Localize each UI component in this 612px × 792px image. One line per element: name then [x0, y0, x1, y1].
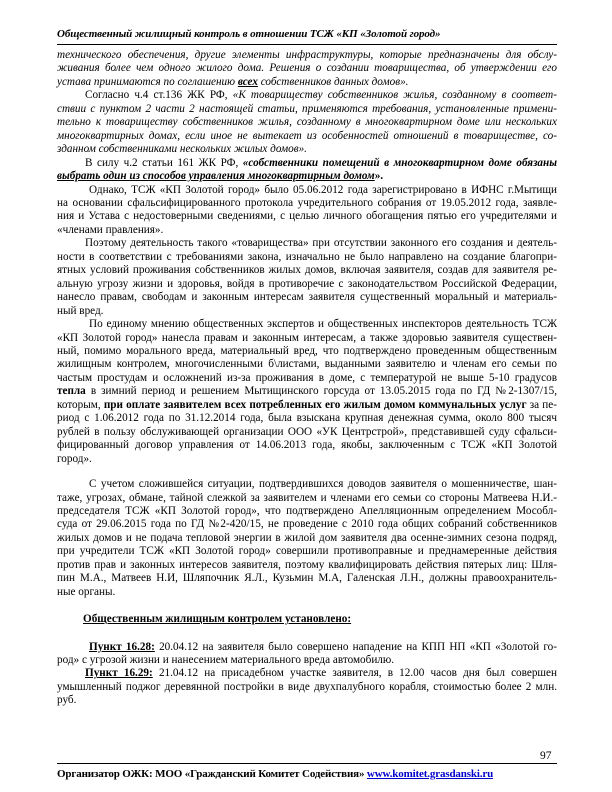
text-line: ные органы.: [57, 585, 116, 598]
text-line: ный, помимо морального вреда, материальный вред, что подтверждено проведенным общественным: [57, 344, 557, 357]
paragraph-1: [57, 49, 557, 89]
paragraph-5: [57, 237, 557, 318]
text-line: тельно к товариществу собственников жилья, созданному в многоквартирном доме или нескольких: [57, 116, 557, 129]
footer-divider: [57, 763, 557, 764]
text-line: [57, 641, 557, 654]
section-heading: Общественным жилищным контролем установлено:: [83, 613, 352, 626]
text-line: жилищным контролем, многочисленными б\листами, выданными заявителю и членам его семьи по: [57, 358, 557, 371]
text-line: зданном собственниками нескольких жилых домов».: [57, 143, 307, 156]
text-line: ный вред.: [57, 304, 104, 317]
text-line: [57, 385, 557, 398]
text-line: рублей в пользу обслуживающей организации ООО «УК Центрстрой», представившей суду сфальси-: [57, 425, 557, 438]
text-line: [57, 89, 557, 102]
bold-run: тепла: [57, 385, 91, 398]
text-line: живания более чем одного жилого дома. Решения о создании товарищества, об утверждении его: [57, 62, 557, 75]
running-footer: [57, 768, 557, 780]
paragraph-7: [57, 478, 557, 599]
text-line: ствии с пунктом 2 части 2 настоящей статьи, применяются требования, установленные примени-: [57, 102, 557, 115]
finding-item: [57, 641, 557, 668]
text-run: 20.04.12 на заявителя было совершено нападение на КПП НП «КП «Золотой го-: [154, 640, 557, 653]
text-run: ».: [374, 170, 384, 183]
text-run: устава принимаются по соглашению: [57, 75, 238, 88]
text-line: риод с 1.06.2012 года по 31.12.2014 года, была взыскана крупная денежная сумма, около 800 тысяч: [57, 412, 557, 425]
text-line: ния и Устава с недостоверными сведениями, с целью личного обогащения пятью его учредителями и: [57, 210, 557, 223]
text-run: которым,: [57, 398, 104, 411]
emphasis-all: всех: [237, 75, 258, 88]
text-line: По единому мнению общественных экспертов и общественных инспекторов деятельность ТСЖ: [89, 318, 557, 331]
text-line: частым простудам и осложнений из-за проживания в доме, с температурой не выше 5-10 градусов: [57, 371, 557, 384]
text-line: технического обеспечения, другие элементы инфраструктуры, которые предназначены для обслу-: [57, 49, 557, 61]
organizer-text: Организатор ОЖК: МОО «Гражданский Комитет Содействия»: [57, 768, 367, 780]
text-line: [57, 157, 557, 170]
quote-run: «К товариществу собственников жилья, созданному в соответ-: [232, 89, 557, 102]
text-line: город».: [57, 452, 92, 465]
text-run: за пе-: [526, 398, 557, 411]
text-line: на основании сфальсифицированного протокола учредительного собрания от 19.05.2012 года, заявле-: [57, 196, 557, 209]
text-line: [57, 170, 557, 183]
text-line: пин М.А., Матвеев Н.И, Шляпочник Я.Л., Кузьмин М.А, Галенская Л.Н., должны правоохранитель-: [57, 572, 557, 585]
item-label: Пункт 16.28:: [89, 640, 155, 653]
bold-run: при оплате заявителем всех потребленных его жилым домом коммунальных услуг: [103, 398, 527, 411]
text-run: Согласно ч.4 ст.136 ЖК РФ,: [85, 89, 233, 102]
paragraph-3: [57, 157, 557, 184]
paragraph-4: [57, 184, 557, 238]
text-line: нанесло правам, свободам и законным интересам заявителя существенный моральный и материаль-: [57, 291, 557, 304]
text-line: «КП Золотой город» нанесла правам и законным интересам, а также здоровью заявителя существен-: [57, 331, 557, 344]
text-line: С учетом сложившейся ситуации, подтвердившихся доводов заявителя о мошенничестве, шан-: [89, 478, 557, 491]
text-line: род» с угрозой жизни и нанесением материального вреда автомобилю.: [57, 654, 395, 667]
text-line: против прав и законных интересов заявителя, поэтому квалифицировать действия пятерых лиц: Шля-: [57, 558, 557, 571]
text-run: в зимний период и решением Мытищинского горсуда от 13.05.2015 года по ГД №2-1307/15,: [90, 385, 557, 398]
text-line: Однако, ТСЖ «КП Золотой город» было 05.06.2012 года зарегистрировано в ИФНС г.Мытищи: [89, 183, 557, 196]
text-line: фицированный договор управления от 14.06.2013 года, якобы, заключенным с ТСЖ «КП Золотой: [57, 439, 557, 452]
quote-run: выбрать один из способов управления многоквартирным домом: [57, 170, 375, 183]
text-line: Поэтому деятельность такого «товарищества» при отсутствии законного его создания и деятель-: [85, 237, 557, 250]
text-line: альную угрозу жизни и здоровья, войдя в противоречие с законодательством Российской Федерации,: [57, 277, 557, 290]
page-body: [57, 49, 557, 708]
paragraph-2: [57, 89, 557, 156]
text-run: собственников данных домов».: [257, 75, 409, 88]
text-run: 21.04.12 на присадебном участке заявителя, в 12.00 часов дня был совершен: [152, 667, 557, 680]
text-line: ности в соответствии с требованиями закона, изначально не было направлено на создание благопри-: [57, 250, 557, 263]
text-line: [57, 76, 557, 89]
page-number: 97: [540, 750, 552, 762]
text-line: «членами правления».: [57, 223, 164, 236]
website-link[interactable]: www.komitet.grasdanski.ru: [366, 768, 494, 780]
text-line: умышленный поджог деревянной постройки в виде двухпалубного корабля, стоимостью более 2 млн.: [57, 680, 557, 693]
running-header: Общественный жилищный контроль в отношении ТСЖ «КП «Золотой город»: [57, 28, 441, 40]
header-divider: [57, 44, 557, 45]
text-run: В силу ч.2 статьи 161 ЖК РФ,: [85, 156, 243, 169]
text-line: многоквартирных домах, если иное не вытекает из особенностей отношений в товариществе, со-: [57, 129, 557, 142]
text-line: суда от 29.06.2015 года по ГД №2-420/15, не проведение с 2010 года общих собраний собственников: [57, 518, 557, 531]
text-line: [57, 667, 557, 680]
text-line: при учредители ТСЖ «КП Золотой город» совершили противоправные и преднамеренные действия: [57, 545, 557, 558]
finding-item: [57, 667, 557, 707]
paragraph-6: [57, 318, 557, 466]
text-line: председателя ТСЖ «КП Золотой город», что подтверждено Апелляционным определением Мособл-: [57, 504, 557, 517]
text-line: [57, 399, 557, 412]
text-line: таже, угрозах, обмане, тайной слежкой за заявителем и членами его семьи со стороны Матвеева Н.И.-: [57, 491, 557, 504]
item-label: Пункт 16.29:: [85, 667, 153, 680]
text-line: жилых домов и не подача тепловой энергии в жилой дом заявителя два осенне-зимних сезона подряд,: [57, 531, 557, 544]
text-line: руб.: [57, 694, 77, 707]
quote-run: «собственники помещений в многоквартирном доме обязаны: [242, 156, 557, 169]
text-line: ятных условий проживания собственников жилых домов, включая заявителя, создав для заявителя ре-: [57, 264, 557, 277]
